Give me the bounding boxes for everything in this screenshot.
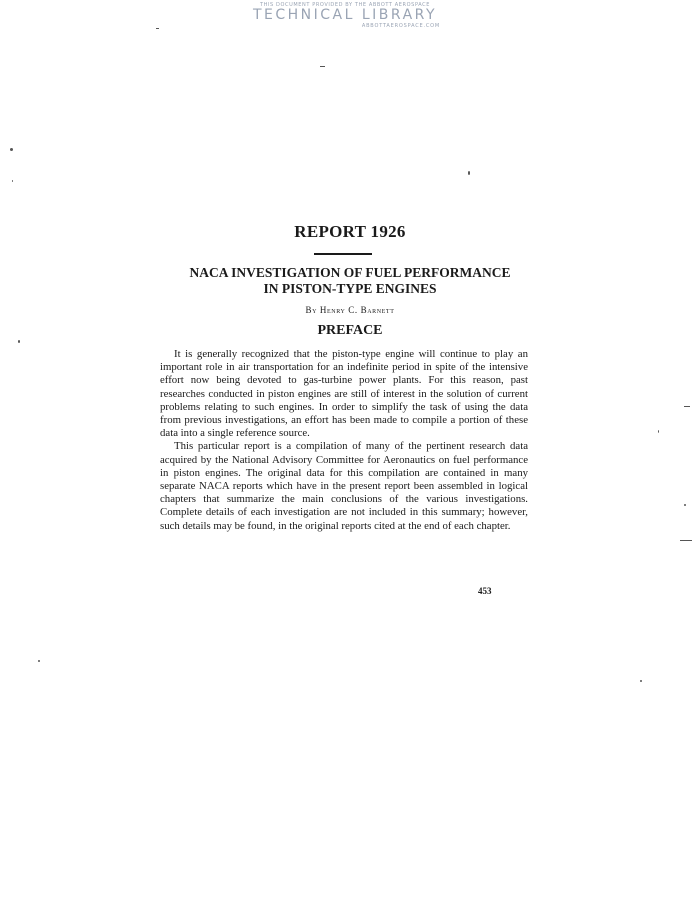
watermark-provider-line: THIS DOCUMENT PROVIDED BY THE ABBOTT AEROSPACE — [259, 2, 431, 8]
preface-heading: PREFACE — [317, 323, 383, 338]
scan-speck — [640, 680, 642, 682]
scan-speck — [468, 171, 470, 175]
watermark-library-name: TECHNICAL LIBRARY — [252, 7, 438, 23]
scan-speck — [684, 406, 690, 407]
preface-paragraph-1: It is generally recognized that the piston-type engine will continue to play an important role in air transportation for an indefinite period in spite of the intensive effort now being devoted to gas-turbine power plants. For this reason, past researches conducted in piston engines are still of interest in the solution of current problems relating to such engines. In order to simplify the task of using the data from previous investigations, an effort has been made to compile a portion of these data into a single reference source. — [160, 348, 528, 440]
author-byline: By Henry C. Barnett — [305, 305, 395, 315]
watermark — [240, 2, 450, 29]
report-title — [0, 265, 700, 297]
scan-speck — [12, 180, 13, 182]
scan-speck — [658, 430, 659, 433]
scan-speck — [320, 66, 325, 67]
page-number: 453 — [478, 586, 492, 596]
report-number: REPORT 1926 — [294, 222, 406, 241]
scan-speck — [156, 28, 159, 29]
report-title-line-2: IN PISTON-TYPE ENGINES — [263, 281, 437, 296]
title-divider — [314, 253, 372, 255]
watermark-url: ABBOTTAEROSPACE.COM — [361, 23, 440, 29]
scan-speck — [10, 148, 13, 151]
preface-paragraph-2: This particular report is a compilation of many of the pertinent research data acquired by the National Advisory Committee for Aeronautics on fuel performance in piston engines. The original data for this compilation are contained in many separate NACA reports which have in the present report been assembled in logical chapters that summarize the main conclusions of the various investigations. Complete details of each investigation are not included in this summary; however, such details may be found, in the original reports cited at the end of each chapter. — [160, 440, 528, 532]
scan-speck — [684, 504, 686, 506]
report-title-line-1: NACA INVESTIGATION OF FUEL PERFORMANCE — [189, 265, 511, 280]
scan-speck — [18, 340, 20, 343]
scan-speck — [680, 540, 692, 541]
preface-body — [160, 348, 528, 533]
scan-speck — [38, 660, 40, 662]
